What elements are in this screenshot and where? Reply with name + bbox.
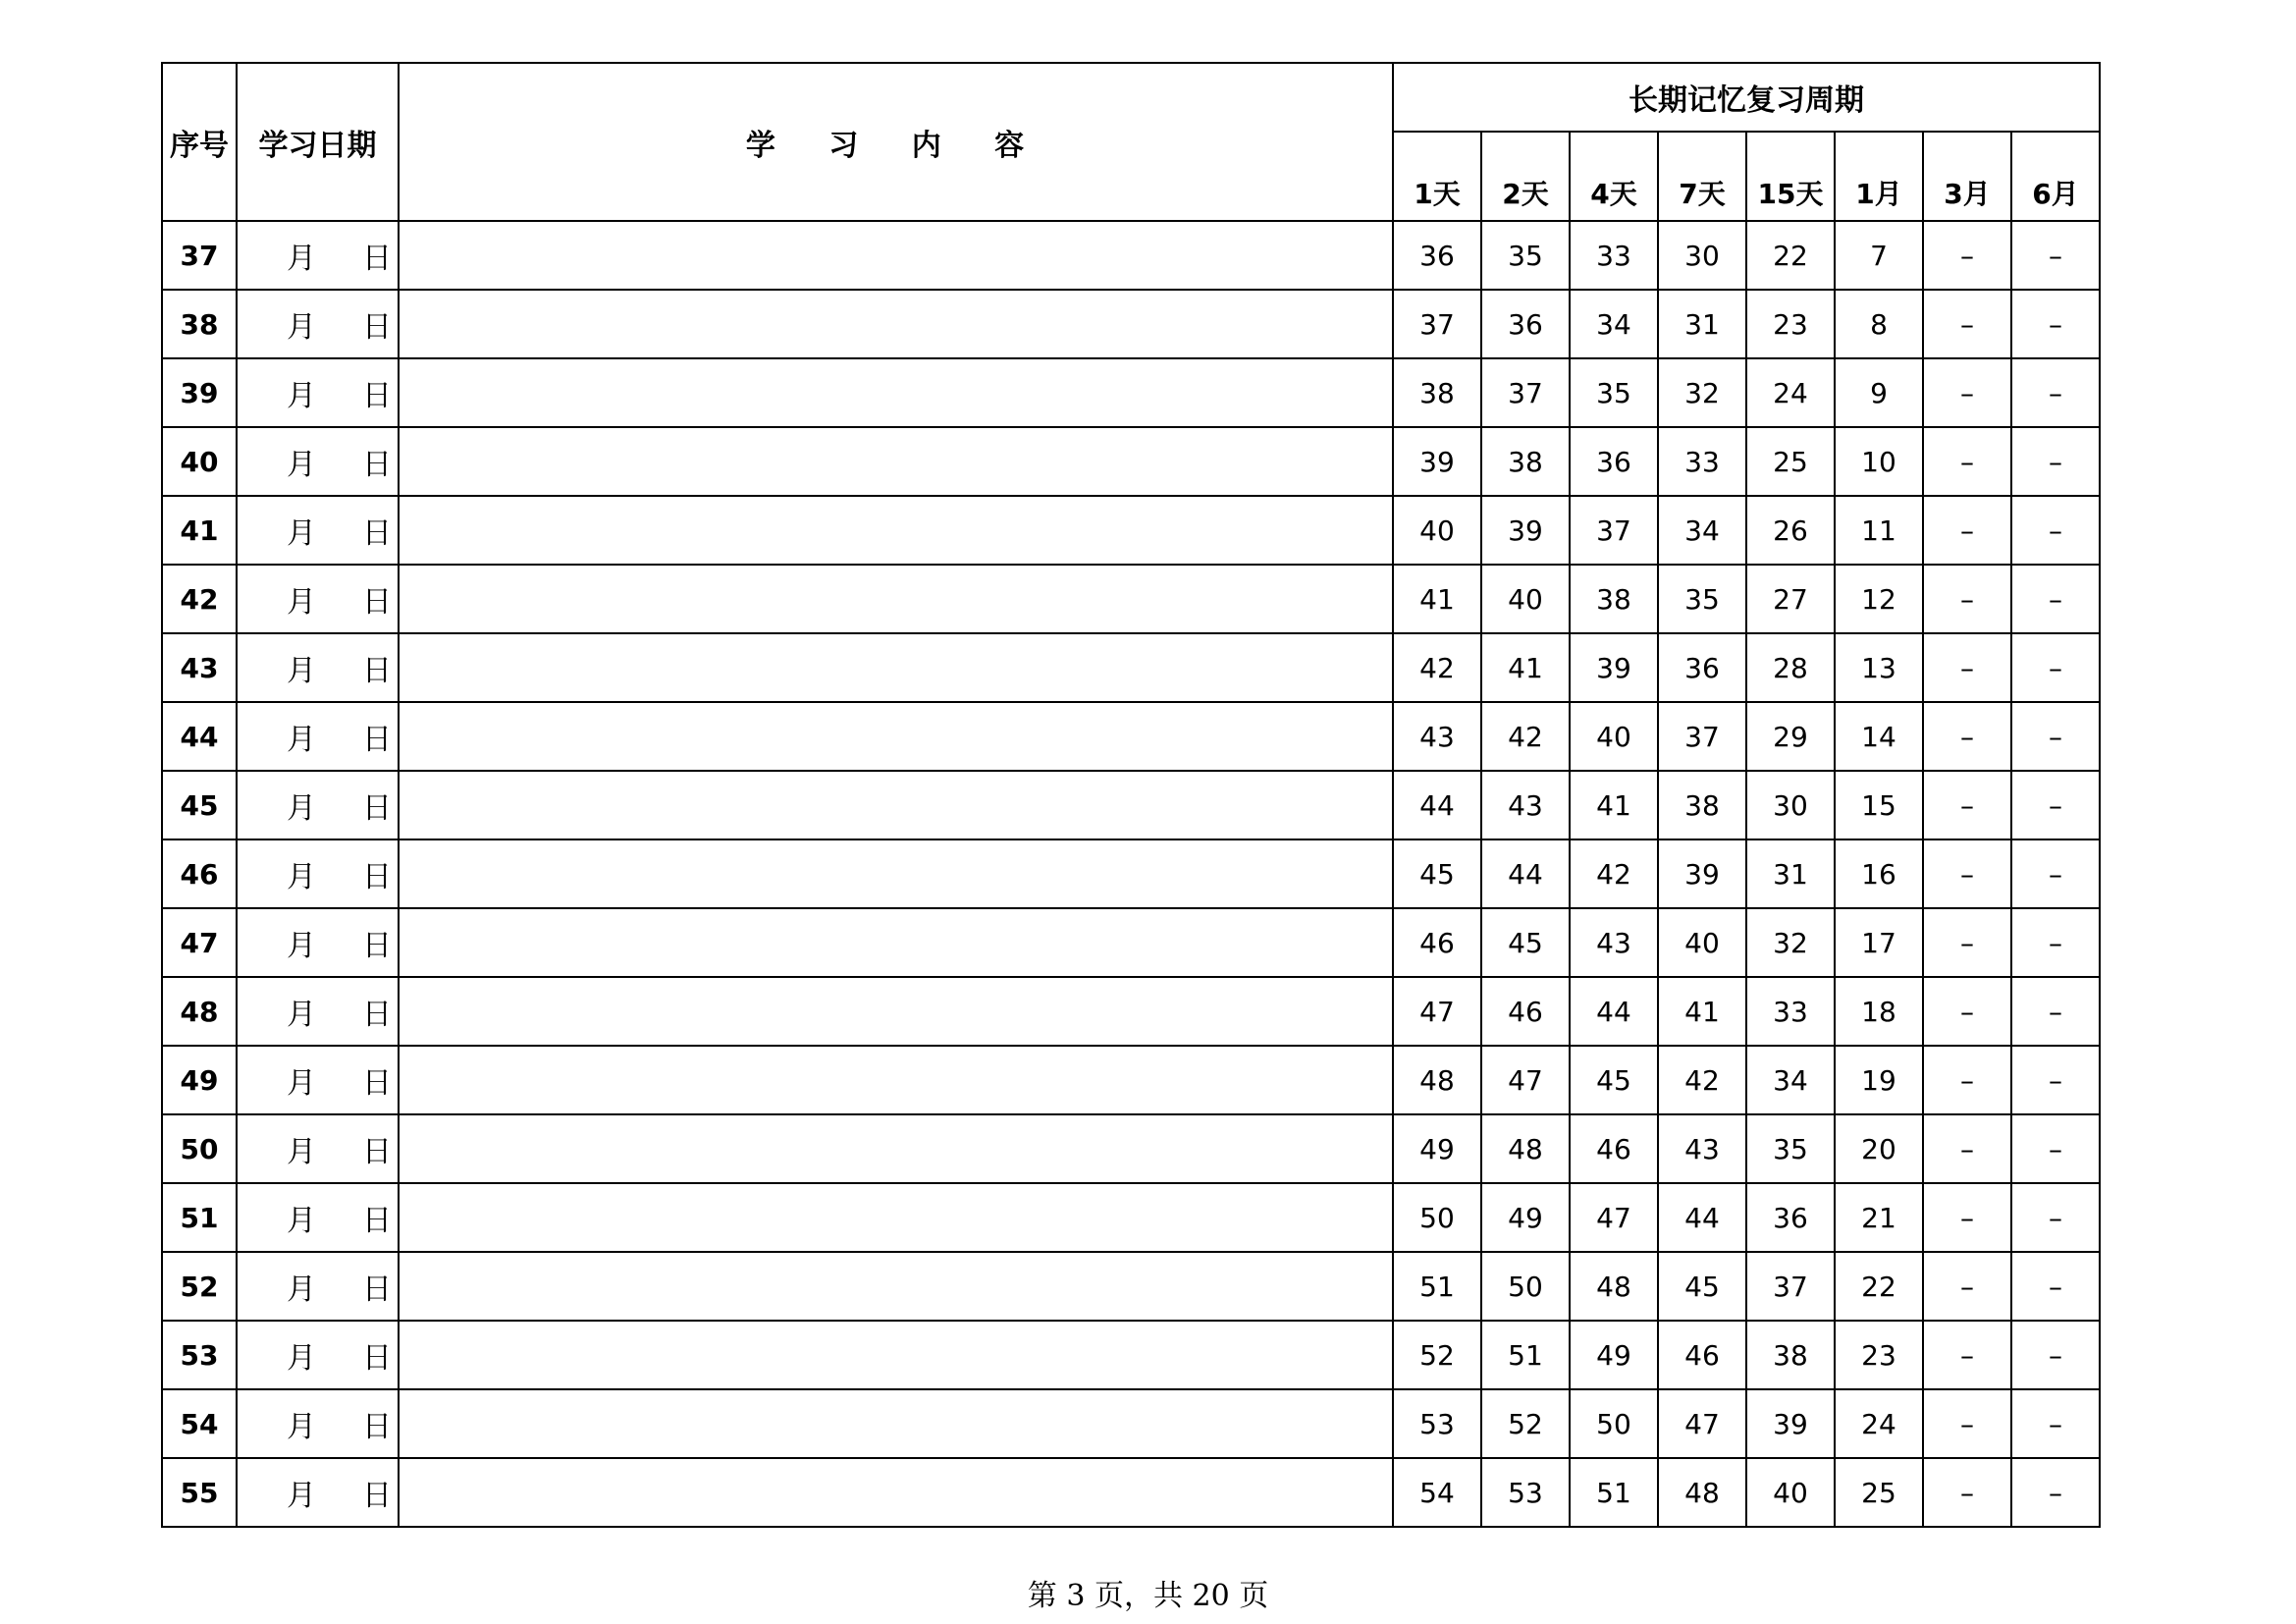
review-interval-value: 42 <box>1481 702 1570 771</box>
table-row <box>162 839 2100 908</box>
review-interval-value: 19 <box>1835 1046 1923 1114</box>
review-interval-value: – <box>2011 496 2100 565</box>
footer-prefix: 第 <box>1027 1579 1057 1613</box>
date-day-label: 日 <box>362 723 392 757</box>
review-interval-value: 22 <box>1746 221 1835 290</box>
date-month-label: 月 <box>287 242 316 276</box>
review-interval-value: 28 <box>1746 633 1835 702</box>
date-month-label: 月 <box>287 723 316 757</box>
review-interval-value: 39 <box>1393 427 1481 496</box>
review-interval-value: – <box>1923 290 2011 358</box>
review-interval-value: 24 <box>1835 1389 1923 1458</box>
row-content-cell[interactable] <box>399 496 1393 565</box>
review-interval-value: 48 <box>1570 1252 1658 1321</box>
date-month-label: 月 <box>287 1204 316 1238</box>
review-interval-value: 46 <box>1658 1321 1746 1389</box>
review-interval-value: 37 <box>1570 496 1658 565</box>
review-interval-value: – <box>2011 221 2100 290</box>
footer-suffix: 页 <box>1239 1579 1269 1613</box>
row-seq-number: 43 <box>162 633 237 702</box>
review-interval-value: 41 <box>1481 633 1570 702</box>
review-interval-value: 53 <box>1481 1458 1570 1527</box>
table-row <box>162 496 2100 565</box>
date-day-label: 日 <box>362 1135 392 1169</box>
row-content-cell[interactable] <box>399 1046 1393 1114</box>
review-interval-value: 30 <box>1746 771 1835 839</box>
review-interval-value: – <box>1923 908 2011 977</box>
review-interval-value: 46 <box>1393 908 1481 977</box>
review-interval-value: – <box>2011 908 2100 977</box>
date-day-label: 日 <box>362 1272 392 1307</box>
row-content-cell[interactable] <box>399 1183 1393 1252</box>
row-date-cell[interactable] <box>237 1046 399 1114</box>
review-interval-value: 42 <box>1393 633 1481 702</box>
review-interval-value: 47 <box>1393 977 1481 1046</box>
review-interval-value: – <box>1923 1321 2011 1389</box>
review-interval-value: 29 <box>1746 702 1835 771</box>
review-interval-value: 37 <box>1746 1252 1835 1321</box>
date-month-label: 月 <box>287 1272 316 1307</box>
page-footer <box>0 1571 2296 1614</box>
date-month-label: 月 <box>287 585 316 620</box>
header-interval: 3月 <box>1923 132 2011 221</box>
review-interval-value: 45 <box>1570 1046 1658 1114</box>
row-seq-number: 41 <box>162 496 237 565</box>
row-date-cell[interactable] <box>237 427 399 496</box>
review-interval-value: 11 <box>1835 496 1923 565</box>
review-interval-value: 38 <box>1658 771 1746 839</box>
row-date-cell[interactable] <box>237 1252 399 1321</box>
review-interval-value: 42 <box>1658 1046 1746 1114</box>
date-day-label: 日 <box>362 860 392 894</box>
review-interval-value: – <box>2011 1389 2100 1458</box>
review-interval-value: 48 <box>1658 1458 1746 1527</box>
date-day-label: 日 <box>362 929 392 963</box>
review-interval-value: 36 <box>1481 290 1570 358</box>
review-interval-value: 38 <box>1570 565 1658 633</box>
review-interval-value: – <box>2011 290 2100 358</box>
review-interval-value: – <box>1923 1389 2011 1458</box>
row-content-cell[interactable] <box>399 977 1393 1046</box>
date-month-label: 月 <box>287 379 316 413</box>
date-month-label: 月 <box>287 1479 316 1513</box>
header-interval: 6月 <box>2011 132 2100 221</box>
review-interval-value: 22 <box>1835 1252 1923 1321</box>
date-day-label: 日 <box>362 1066 392 1101</box>
row-date-cell[interactable] <box>237 1321 399 1389</box>
review-interval-value: 37 <box>1481 358 1570 427</box>
review-interval-value: 14 <box>1835 702 1923 771</box>
row-date-cell[interactable] <box>237 977 399 1046</box>
review-interval-value: 43 <box>1658 1114 1746 1183</box>
review-interval-value: 40 <box>1393 496 1481 565</box>
review-interval-value: 46 <box>1570 1114 1658 1183</box>
header-interval: 15天 <box>1746 132 1835 221</box>
review-interval-value: – <box>1923 839 2011 908</box>
review-interval-value: 52 <box>1393 1321 1481 1389</box>
review-interval-value: 51 <box>1570 1458 1658 1527</box>
review-interval-value: 43 <box>1570 908 1658 977</box>
review-interval-value: 36 <box>1570 427 1658 496</box>
review-interval-value: – <box>2011 633 2100 702</box>
row-seq-number: 40 <box>162 427 237 496</box>
review-interval-value: – <box>1923 977 2011 1046</box>
table-row <box>162 427 2100 496</box>
row-date-cell[interactable] <box>237 1183 399 1252</box>
date-day-label: 日 <box>362 1479 392 1513</box>
review-interval-value: 25 <box>1835 1458 1923 1527</box>
row-date-cell[interactable] <box>237 565 399 633</box>
review-interval-value: 27 <box>1746 565 1835 633</box>
date-month-label: 月 <box>287 654 316 688</box>
review-interval-value: 31 <box>1658 290 1746 358</box>
review-interval-value: 50 <box>1481 1252 1570 1321</box>
review-interval-value: 44 <box>1393 771 1481 839</box>
review-interval-value: – <box>1923 1252 2011 1321</box>
review-interval-value: – <box>2011 702 2100 771</box>
table-row <box>162 977 2100 1046</box>
review-interval-value: 39 <box>1746 1389 1835 1458</box>
review-interval-value: 13 <box>1835 633 1923 702</box>
date-day-label: 日 <box>362 1410 392 1444</box>
header-date: 学习日期 <box>237 63 399 221</box>
review-interval-value: – <box>1923 358 2011 427</box>
date-month-label: 月 <box>287 929 316 963</box>
date-day-label: 日 <box>362 998 392 1032</box>
review-interval-value: 10 <box>1835 427 1923 496</box>
review-interval-value: 35 <box>1746 1114 1835 1183</box>
review-interval-value: – <box>1923 496 2011 565</box>
header-interval: 4天 <box>1570 132 1658 221</box>
table-row <box>162 1389 2100 1458</box>
review-interval-value: 38 <box>1746 1321 1835 1389</box>
row-date-cell[interactable] <box>237 496 399 565</box>
row-date-cell[interactable] <box>237 1458 399 1527</box>
row-seq-number: 46 <box>162 839 237 908</box>
review-interval-value: 45 <box>1658 1252 1746 1321</box>
date-month-label: 月 <box>287 1410 316 1444</box>
review-interval-value: 33 <box>1570 221 1658 290</box>
row-content-cell[interactable] <box>399 221 1393 290</box>
review-interval-value: – <box>2011 1321 2100 1389</box>
row-seq-number: 37 <box>162 221 237 290</box>
review-interval-value: 47 <box>1481 1046 1570 1114</box>
date-day-label: 日 <box>362 448 392 482</box>
row-seq-number: 55 <box>162 1458 237 1527</box>
review-interval-value: 44 <box>1570 977 1658 1046</box>
date-month-label: 月 <box>287 998 316 1032</box>
review-interval-value: 34 <box>1570 290 1658 358</box>
row-seq-number: 50 <box>162 1114 237 1183</box>
review-interval-value: 46 <box>1481 977 1570 1046</box>
review-interval-value: 9 <box>1835 358 1923 427</box>
date-day-label: 日 <box>362 310 392 345</box>
review-interval-value: 8 <box>1835 290 1923 358</box>
review-interval-value: 37 <box>1658 702 1746 771</box>
row-content-cell[interactable] <box>399 1389 1393 1458</box>
review-interval-value: 12 <box>1835 565 1923 633</box>
row-date-cell[interactable] <box>237 1114 399 1183</box>
date-month-label: 月 <box>287 1135 316 1169</box>
review-interval-value: – <box>2011 1046 2100 1114</box>
date-day-label: 日 <box>362 516 392 551</box>
footer-total-pages: 20 <box>1192 1579 1230 1613</box>
row-content-cell[interactable] <box>399 358 1393 427</box>
header-seq: 序号 <box>162 63 237 221</box>
row-seq-number: 48 <box>162 977 237 1046</box>
review-interval-value: 49 <box>1393 1114 1481 1183</box>
review-interval-value: – <box>1923 1458 2011 1527</box>
review-interval-value: 36 <box>1658 633 1746 702</box>
review-interval-value: – <box>1923 633 2011 702</box>
row-date-cell[interactable] <box>237 1389 399 1458</box>
review-interval-value: 44 <box>1481 839 1570 908</box>
date-day-label: 日 <box>362 791 392 826</box>
date-month-label: 月 <box>287 516 316 551</box>
row-date-cell[interactable] <box>237 839 399 908</box>
review-interval-value: 36 <box>1746 1183 1835 1252</box>
review-interval-value: 24 <box>1746 358 1835 427</box>
review-interval-value: 39 <box>1481 496 1570 565</box>
review-interval-value: 32 <box>1746 908 1835 977</box>
review-interval-value: 40 <box>1658 908 1746 977</box>
table-row <box>162 1114 2100 1183</box>
table-row <box>162 1046 2100 1114</box>
row-date-cell[interactable] <box>237 358 399 427</box>
review-interval-value: 33 <box>1658 427 1746 496</box>
row-seq-number: 42 <box>162 565 237 633</box>
row-seq-number: 39 <box>162 358 237 427</box>
review-interval-value: 26 <box>1746 496 1835 565</box>
date-day-label: 日 <box>362 585 392 620</box>
row-seq-number: 54 <box>162 1389 237 1458</box>
review-interval-value: 20 <box>1835 1114 1923 1183</box>
review-interval-value: 50 <box>1570 1389 1658 1458</box>
header-interval: 7天 <box>1658 132 1746 221</box>
review-interval-value: – <box>1923 1046 2011 1114</box>
review-interval-value: 32 <box>1658 358 1746 427</box>
row-date-cell[interactable] <box>237 908 399 977</box>
date-day-label: 日 <box>362 1204 392 1238</box>
footer-mid: 页，共 <box>1094 1579 1183 1613</box>
review-interval-value: 42 <box>1570 839 1658 908</box>
row-seq-number: 52 <box>162 1252 237 1321</box>
review-interval-value: 48 <box>1481 1114 1570 1183</box>
review-interval-value: 38 <box>1481 427 1570 496</box>
review-interval-value: 33 <box>1746 977 1835 1046</box>
review-interval-value: 36 <box>1393 221 1481 290</box>
review-interval-value: 30 <box>1658 221 1746 290</box>
date-day-label: 日 <box>362 242 392 276</box>
row-seq-number: 45 <box>162 771 237 839</box>
review-schedule-sheet <box>161 62 2101 1528</box>
row-seq-number: 53 <box>162 1321 237 1389</box>
row-content-cell[interactable] <box>399 427 1393 496</box>
review-interval-value: 23 <box>1746 290 1835 358</box>
row-seq-number: 38 <box>162 290 237 358</box>
review-interval-value: 40 <box>1481 565 1570 633</box>
header-interval: 1天 <box>1393 132 1481 221</box>
header-interval: 2天 <box>1481 132 1570 221</box>
review-interval-value: – <box>1923 702 2011 771</box>
date-month-label: 月 <box>287 1066 316 1101</box>
review-interval-value: 39 <box>1658 839 1746 908</box>
review-interval-value: – <box>2011 565 2100 633</box>
review-interval-value: 18 <box>1835 977 1923 1046</box>
review-interval-value: – <box>1923 565 2011 633</box>
review-interval-value: – <box>1923 427 2011 496</box>
review-interval-value: – <box>1923 221 2011 290</box>
header-row-top <box>162 63 2100 132</box>
table-row <box>162 1321 2100 1389</box>
row-content-cell[interactable] <box>399 1114 1393 1183</box>
date-day-label: 日 <box>362 654 392 688</box>
review-interval-value: 51 <box>1393 1252 1481 1321</box>
review-interval-value: – <box>1923 1183 2011 1252</box>
review-interval-value: 52 <box>1481 1389 1570 1458</box>
row-date-cell[interactable] <box>237 290 399 358</box>
review-interval-value: 17 <box>1835 908 1923 977</box>
review-interval-value: – <box>2011 358 2100 427</box>
review-interval-value: 34 <box>1746 1046 1835 1114</box>
review-interval-value: – <box>2011 771 2100 839</box>
date-month-label: 月 <box>287 448 316 482</box>
review-interval-value: 16 <box>1835 839 1923 908</box>
row-date-cell[interactable] <box>237 221 399 290</box>
row-seq-number: 44 <box>162 702 237 771</box>
row-content-cell[interactable] <box>399 839 1393 908</box>
review-interval-value: – <box>2011 977 2100 1046</box>
review-interval-value: 21 <box>1835 1183 1923 1252</box>
review-interval-value: – <box>2011 1114 2100 1183</box>
review-interval-value: 47 <box>1658 1389 1746 1458</box>
review-interval-value: 49 <box>1570 1321 1658 1389</box>
row-content-cell[interactable] <box>399 771 1393 839</box>
table-row <box>162 771 2100 839</box>
row-date-cell[interactable] <box>237 702 399 771</box>
review-interval-value: 41 <box>1658 977 1746 1046</box>
review-interval-value: 23 <box>1835 1321 1923 1389</box>
review-interval-value: 54 <box>1393 1458 1481 1527</box>
review-interval-value: 25 <box>1746 427 1835 496</box>
review-schedule-table <box>161 62 2101 1528</box>
table-row <box>162 565 2100 633</box>
date-month-label: 月 <box>287 1341 316 1376</box>
review-interval-value: 7 <box>1835 221 1923 290</box>
table-row <box>162 221 2100 290</box>
review-interval-value: – <box>2011 1183 2100 1252</box>
header-interval: 1月 <box>1835 132 1923 221</box>
review-interval-value: – <box>1923 1114 2011 1183</box>
date-month-label: 月 <box>287 791 316 826</box>
review-interval-value: 35 <box>1481 221 1570 290</box>
row-content-cell[interactable] <box>399 1252 1393 1321</box>
review-interval-value: 49 <box>1481 1183 1570 1252</box>
review-interval-value: 51 <box>1481 1321 1570 1389</box>
header-content: 学 习 内 容 <box>399 63 1393 221</box>
review-interval-value: 50 <box>1393 1183 1481 1252</box>
review-interval-value: 48 <box>1393 1046 1481 1114</box>
date-month-label: 月 <box>287 310 316 345</box>
table-row <box>162 1183 2100 1252</box>
row-seq-number: 49 <box>162 1046 237 1114</box>
date-day-label: 日 <box>362 1341 392 1376</box>
table-row <box>162 633 2100 702</box>
review-interval-value: 39 <box>1570 633 1658 702</box>
table-row <box>162 290 2100 358</box>
table-row <box>162 1252 2100 1321</box>
date-day-label: 日 <box>362 379 392 413</box>
table-row <box>162 1458 2100 1527</box>
row-date-cell[interactable] <box>237 771 399 839</box>
date-month-label: 月 <box>287 860 316 894</box>
review-interval-value: 44 <box>1658 1183 1746 1252</box>
row-content-cell[interactable] <box>399 565 1393 633</box>
table-row <box>162 358 2100 427</box>
row-content-cell[interactable] <box>399 908 1393 977</box>
review-interval-value: 41 <box>1393 565 1481 633</box>
review-interval-value: 38 <box>1393 358 1481 427</box>
footer-page-number: 3 <box>1066 1579 1086 1613</box>
table-row <box>162 908 2100 977</box>
row-content-cell[interactable] <box>399 1458 1393 1527</box>
review-interval-value: – <box>2011 839 2100 908</box>
review-interval-value: 53 <box>1393 1389 1481 1458</box>
review-interval-value: – <box>2011 1458 2100 1527</box>
row-content-cell[interactable] <box>399 1321 1393 1389</box>
review-interval-value: 31 <box>1746 839 1835 908</box>
review-interval-value: 40 <box>1570 702 1658 771</box>
review-interval-value: 43 <box>1393 702 1481 771</box>
row-content-cell[interactable] <box>399 702 1393 771</box>
review-interval-value: 40 <box>1746 1458 1835 1527</box>
review-interval-value: 34 <box>1658 496 1746 565</box>
review-interval-value: 35 <box>1658 565 1746 633</box>
review-interval-value: 41 <box>1570 771 1658 839</box>
review-interval-value: – <box>2011 1252 2100 1321</box>
row-date-cell[interactable] <box>237 633 399 702</box>
review-interval-value: – <box>1923 771 2011 839</box>
review-interval-value: 47 <box>1570 1183 1658 1252</box>
row-seq-number: 47 <box>162 908 237 977</box>
review-interval-value: 43 <box>1481 771 1570 839</box>
review-interval-value: 45 <box>1393 839 1481 908</box>
review-interval-value: 45 <box>1481 908 1570 977</box>
review-interval-value: 15 <box>1835 771 1923 839</box>
row-seq-number: 51 <box>162 1183 237 1252</box>
table-row <box>162 702 2100 771</box>
review-interval-value: – <box>2011 427 2100 496</box>
header-review-cycle: 长期记忆复习周期 <box>1393 63 2100 132</box>
row-content-cell[interactable] <box>399 290 1393 358</box>
row-content-cell[interactable] <box>399 633 1393 702</box>
review-interval-value: 35 <box>1570 358 1658 427</box>
review-interval-value: 37 <box>1393 290 1481 358</box>
